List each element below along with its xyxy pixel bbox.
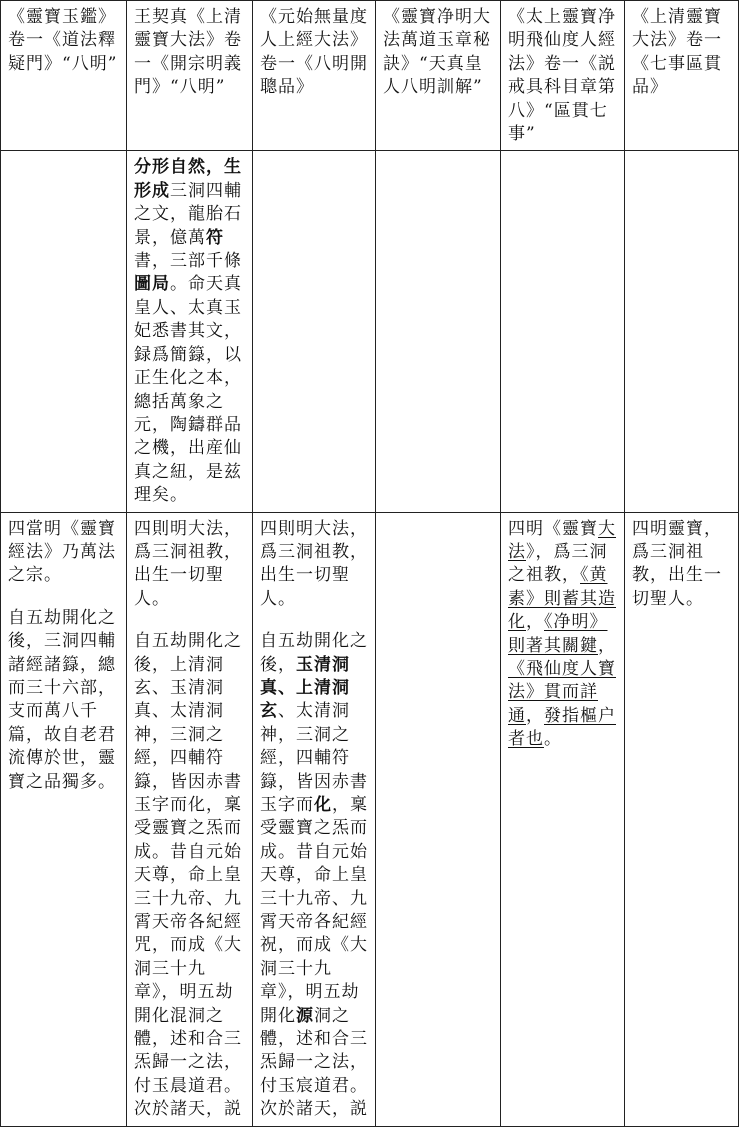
header-cell xyxy=(253,1,376,151)
text-run: ， xyxy=(526,612,544,633)
table-cell xyxy=(127,151,253,512)
header-text: 《靈寶净明大法萬道玉章秘訣》“天真皇人八明訓解” xyxy=(383,7,491,98)
table-cell-empty xyxy=(253,151,376,512)
header-text: 王契真《上清靈寶大法》卷一《開宗明義門》“八明” xyxy=(134,7,242,98)
header-row xyxy=(1,1,739,151)
cell-paragraph: 自五劫開化之後，上清洞玄、玉清洞真、太清洞神，三洞之經，四輔符籙，皆因赤書玉字而化，稟受靈寶之炁而成。昔自元始天尊，命上皇三十九帝、九霄天帝各紀經咒，而成《大洞三十九章》，明五劫開化混洞之體，述和合三炁歸一之法，付玉晨道君。次於諸天，説 xyxy=(134,631,242,1120)
underlined-phrase: 《飛仙度人寶法》貫而詳通 xyxy=(508,658,616,726)
cell-paragraph: 四則明大法，爲三洞祖教，出生一切聖人。 xyxy=(134,518,242,609)
text-run: ，稟受靈寶之炁而成。昔自元始天尊，命上皇三十九帝、九霄天帝各紀經祝，而成《大洞三十九章》，明五劫開化 xyxy=(260,795,368,1026)
header-text: 《上清靈寶大法》卷一《七事區貫品》 xyxy=(632,7,722,98)
underlined-phrase: 《黄素》則蓄其造化 xyxy=(508,565,616,633)
text-run: 、太清洞神，三洞之經，四輔符籙，皆因赤書玉字而 xyxy=(260,701,368,815)
text-run: 自五劫開化之後， xyxy=(260,631,368,675)
header-cell xyxy=(501,1,625,151)
table-cell-empty xyxy=(376,512,501,1126)
bold-phrase: 玉清洞真、上清洞玄 xyxy=(260,654,350,722)
cell-paragraph: 四明靈寶，爲三洞祖教，出生一切聖人。 xyxy=(632,518,722,609)
table-cell xyxy=(501,512,625,1126)
table-cell-empty xyxy=(376,151,501,512)
table-row xyxy=(1,151,739,512)
text-run: 書，三部千條 xyxy=(134,251,242,272)
table-cell xyxy=(625,512,739,1126)
table-cell-empty xyxy=(1,151,127,512)
header-cell xyxy=(1,1,127,151)
text-run: 。 xyxy=(544,729,562,750)
cell-paragraph: 四當明《靈寶經法》乃萬法之宗。 xyxy=(8,518,116,586)
text-run: ， xyxy=(598,635,616,656)
text-run: 四明《靈寶 xyxy=(508,518,598,539)
cell-paragraph xyxy=(508,518,620,752)
bold-phrase: 圖局 xyxy=(134,274,170,295)
cell-text xyxy=(134,156,248,507)
text-run: 。命天真皇人、太真玉妃悉書其文，録爲簡籙，以正生化之本，總括萬象之元，陶鑄群品之機，出産仙真之紐，是兹理矣。 xyxy=(134,274,242,506)
header-text: 《靈寶玉鑑》卷一《道法釋疑門》“八明” xyxy=(8,7,118,74)
bold-phrase: 符 xyxy=(206,227,224,248)
header-cell xyxy=(376,1,501,151)
underlined-phrase: 《净明》則著其關鍵 xyxy=(508,612,608,656)
header-cell xyxy=(127,1,253,151)
bold-phrase: 分形自然，生形成 xyxy=(134,157,242,201)
text-run: ， xyxy=(526,705,544,726)
text-run: 三洞四輔之文，龍胎石景，億萬 xyxy=(134,180,242,248)
text-run: 洞之體，述和合三炁歸一之法，付玉宸道君。次於諸天，説 xyxy=(260,1005,368,1120)
cell-paragraph: 四則明大法，爲三洞祖教，出生一切聖人。 xyxy=(260,518,368,609)
table-row xyxy=(1,512,739,1126)
cell-paragraph xyxy=(260,630,371,1122)
bold-phrase: 化 xyxy=(314,795,332,815)
header-text: 《太上靈寶净明飛仙度人經法》卷一《説戒具科目章第八》“區貫七事” xyxy=(508,7,616,145)
text-run: 》，爲三洞之祖教， xyxy=(508,541,608,586)
table-cell xyxy=(1,512,127,1126)
bold-phrase: 源 xyxy=(296,1005,314,1026)
table-cell xyxy=(253,512,376,1126)
table-cell-empty xyxy=(625,151,739,512)
table-cell-empty xyxy=(501,151,625,512)
header-text: 《元始無量度人上經大法》卷一《八明開聰品》 xyxy=(260,7,368,98)
cell-paragraph: 自五劫開化之後，三洞四輔諸經諸籙，總而三十六部，支而萬八千篇，故自老君流傳於世，靈寶之品獨多。 xyxy=(8,607,116,792)
table-cell xyxy=(127,512,253,1126)
underlined-phrase: 大法 xyxy=(508,518,616,562)
header-cell xyxy=(625,1,739,151)
underlined-phrase: 發指樞户者也 xyxy=(508,705,616,750)
